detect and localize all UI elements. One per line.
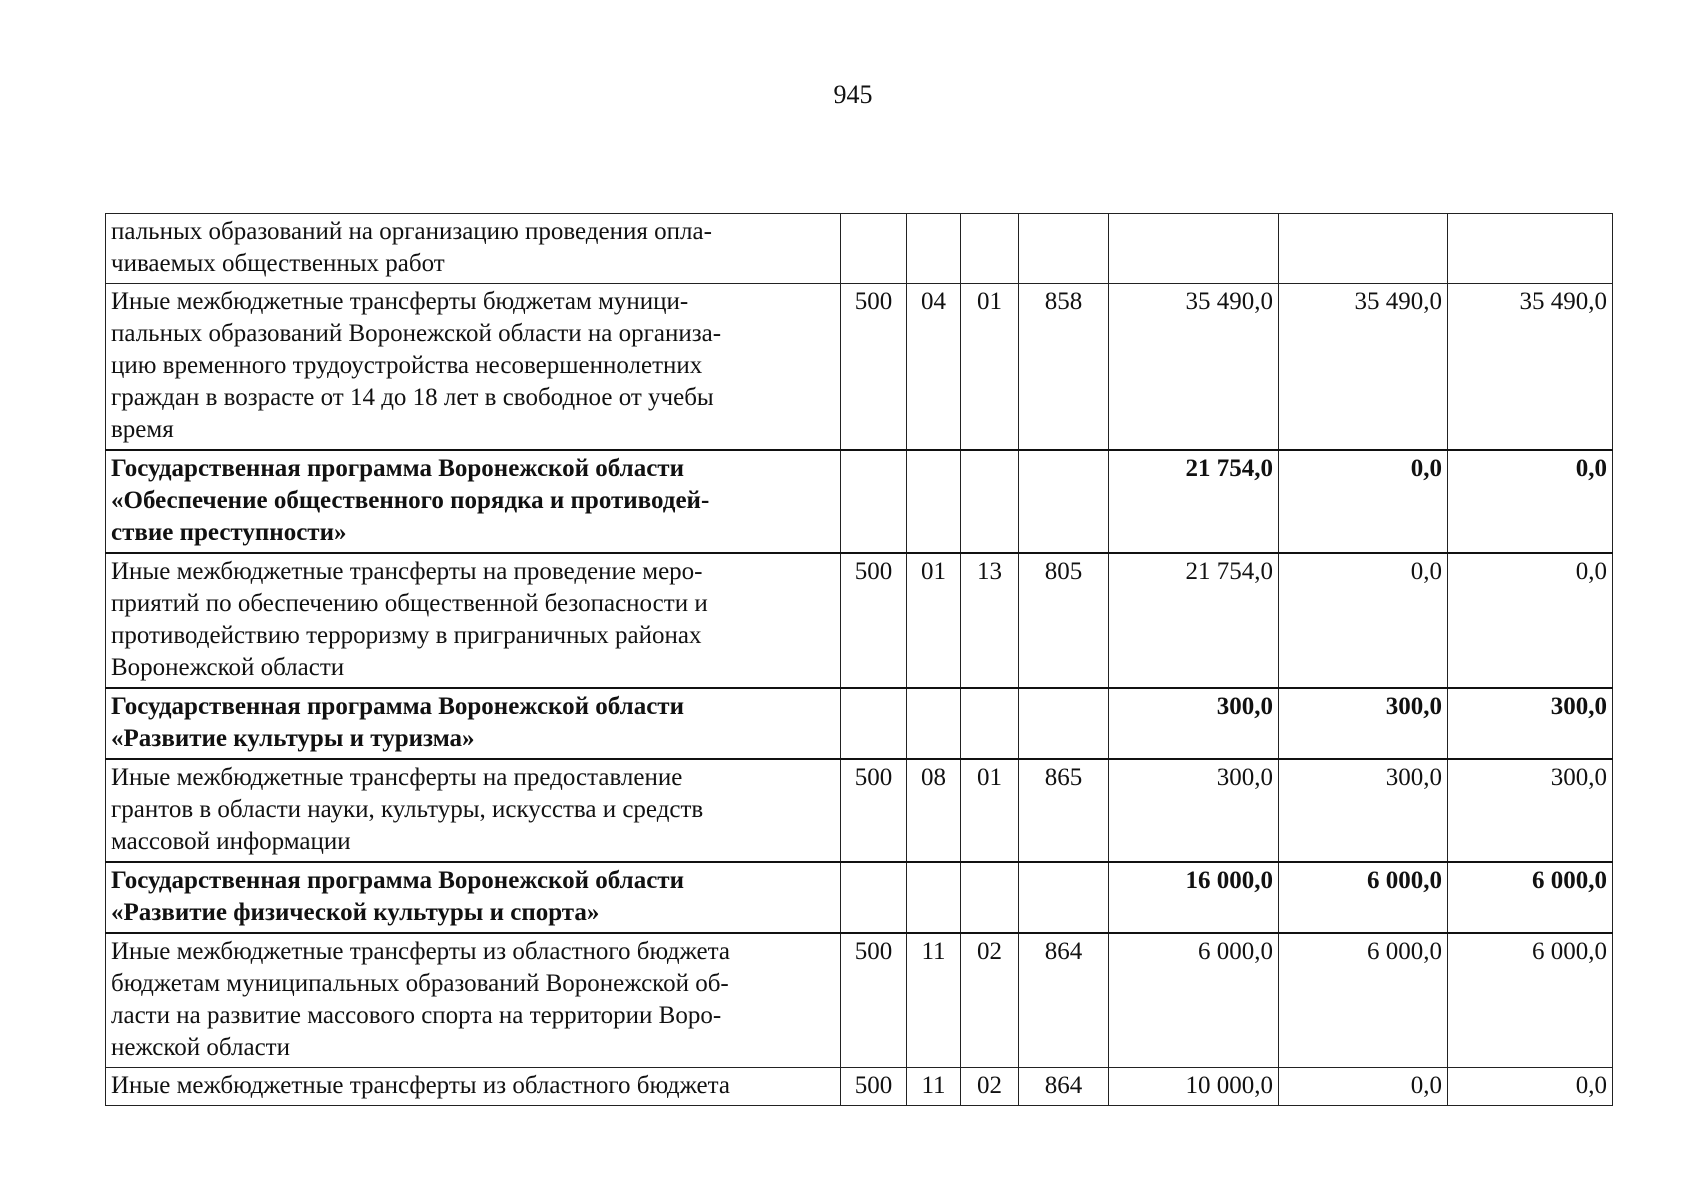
program-header-row [106, 688, 1613, 759]
page-number: 945 [833, 80, 873, 109]
code-section: 11 [907, 933, 961, 1068]
table-row [106, 284, 1613, 451]
amount-year-2: 300,0 [1279, 759, 1448, 862]
code-admin [841, 214, 907, 284]
amount-year-2: 35 490,0 [1279, 284, 1448, 451]
amount-year-1: 35 490,0 [1109, 284, 1279, 451]
row-description: Государственная программа Воронежской области «Обеспечение общественного порядка и противодей- ствие преступности» [106, 450, 841, 553]
amount-year-1: 6 000,0 [1109, 933, 1279, 1068]
table-row [106, 553, 1613, 688]
code-subsection: 13 [961, 553, 1019, 688]
row-description: Государственная программа Воронежской области «Развитие физической культуры и спорта» [106, 862, 841, 933]
amount-year-3: 300,0 [1448, 688, 1613, 759]
budget-table [105, 213, 1613, 1106]
code-admin: 500 [841, 284, 907, 451]
code-section [907, 450, 961, 553]
row-description: Иные межбюджетные трансферты бюджетам муници- пальных образований Воронежской области на организа- цию временного трудоустройства несовершеннолетних граждан в возрасте от 14 до 18 лет в свободное от учебы время [106, 284, 841, 451]
amount-year-3 [1448, 214, 1613, 284]
row-description: Иные межбюджетные трансферты из областного бюджета бюджетам муниципальных образований Воронежской об- ласти на развитие массового спорта на территории Воро- нежской области [106, 933, 841, 1068]
row-description: Иные межбюджетные трансферты на проведение меро- приятий по обеспечению общественной безопасности и противодействию терроризму в приграничных районах Воронежской области [106, 553, 841, 688]
code-section [907, 214, 961, 284]
amount-year-3: 0,0 [1448, 450, 1613, 553]
code-target: 865 [1019, 759, 1109, 862]
code-section: 04 [907, 284, 961, 451]
table-row [106, 1068, 1613, 1106]
code-admin [841, 688, 907, 759]
table-row [106, 933, 1613, 1068]
code-target [1019, 862, 1109, 933]
table-row [106, 759, 1613, 862]
code-admin [841, 862, 907, 933]
program-header-row [106, 862, 1613, 933]
amount-year-1: 21 754,0 [1109, 450, 1279, 553]
code-section: 01 [907, 553, 961, 688]
amount-year-3: 35 490,0 [1448, 284, 1613, 451]
program-header-row [106, 450, 1613, 553]
amount-year-2: 300,0 [1279, 688, 1448, 759]
table-row [106, 214, 1613, 284]
code-admin: 500 [841, 933, 907, 1068]
code-subsection [961, 688, 1019, 759]
amount-year-3: 300,0 [1448, 759, 1613, 862]
amount-year-1 [1109, 214, 1279, 284]
code-section [907, 862, 961, 933]
code-subsection: 02 [961, 933, 1019, 1068]
code-admin: 500 [841, 759, 907, 862]
amount-year-1: 10 000,0 [1109, 1068, 1279, 1106]
code-section: 08 [907, 759, 961, 862]
code-section [907, 688, 961, 759]
code-subsection [961, 862, 1019, 933]
code-subsection: 02 [961, 1068, 1019, 1106]
code-subsection [961, 450, 1019, 553]
row-description: Иные межбюджетные трансферты из областного бюджета [106, 1068, 841, 1106]
code-subsection: 01 [961, 284, 1019, 451]
amount-year-2: 0,0 [1279, 1068, 1448, 1106]
amount-year-3: 0,0 [1448, 1068, 1613, 1106]
code-target [1019, 688, 1109, 759]
code-target: 864 [1019, 1068, 1109, 1106]
amount-year-3: 6 000,0 [1448, 933, 1613, 1068]
amount-year-1: 300,0 [1109, 688, 1279, 759]
amount-year-2: 6 000,0 [1279, 933, 1448, 1068]
amount-year-2: 0,0 [1279, 553, 1448, 688]
code-section: 11 [907, 1068, 961, 1106]
code-admin [841, 450, 907, 553]
code-target [1019, 214, 1109, 284]
amount-year-2: 0,0 [1279, 450, 1448, 553]
row-description: пальных образований на организацию проведения опла- чиваемых общественных работ [106, 214, 841, 284]
code-target: 864 [1019, 933, 1109, 1068]
code-target [1019, 450, 1109, 553]
code-subsection: 01 [961, 759, 1019, 862]
amount-year-1: 300,0 [1109, 759, 1279, 862]
code-subsection [961, 214, 1019, 284]
row-description: Государственная программа Воронежской области «Развитие культуры и туризма» [106, 688, 841, 759]
amount-year-2 [1279, 214, 1448, 284]
table-body [106, 214, 1613, 1106]
code-target: 805 [1019, 553, 1109, 688]
row-description: Иные межбюджетные трансферты на предоставление грантов в области науки, культуры, искусства и средств массовой информации [106, 759, 841, 862]
amount-year-1: 21 754,0 [1109, 553, 1279, 688]
code-admin: 500 [841, 1068, 907, 1106]
amount-year-2: 6 000,0 [1279, 862, 1448, 933]
amount-year-3: 0,0 [1448, 553, 1613, 688]
amount-year-1: 16 000,0 [1109, 862, 1279, 933]
code-admin: 500 [841, 553, 907, 688]
code-target: 858 [1019, 284, 1109, 451]
amount-year-3: 6 000,0 [1448, 862, 1613, 933]
